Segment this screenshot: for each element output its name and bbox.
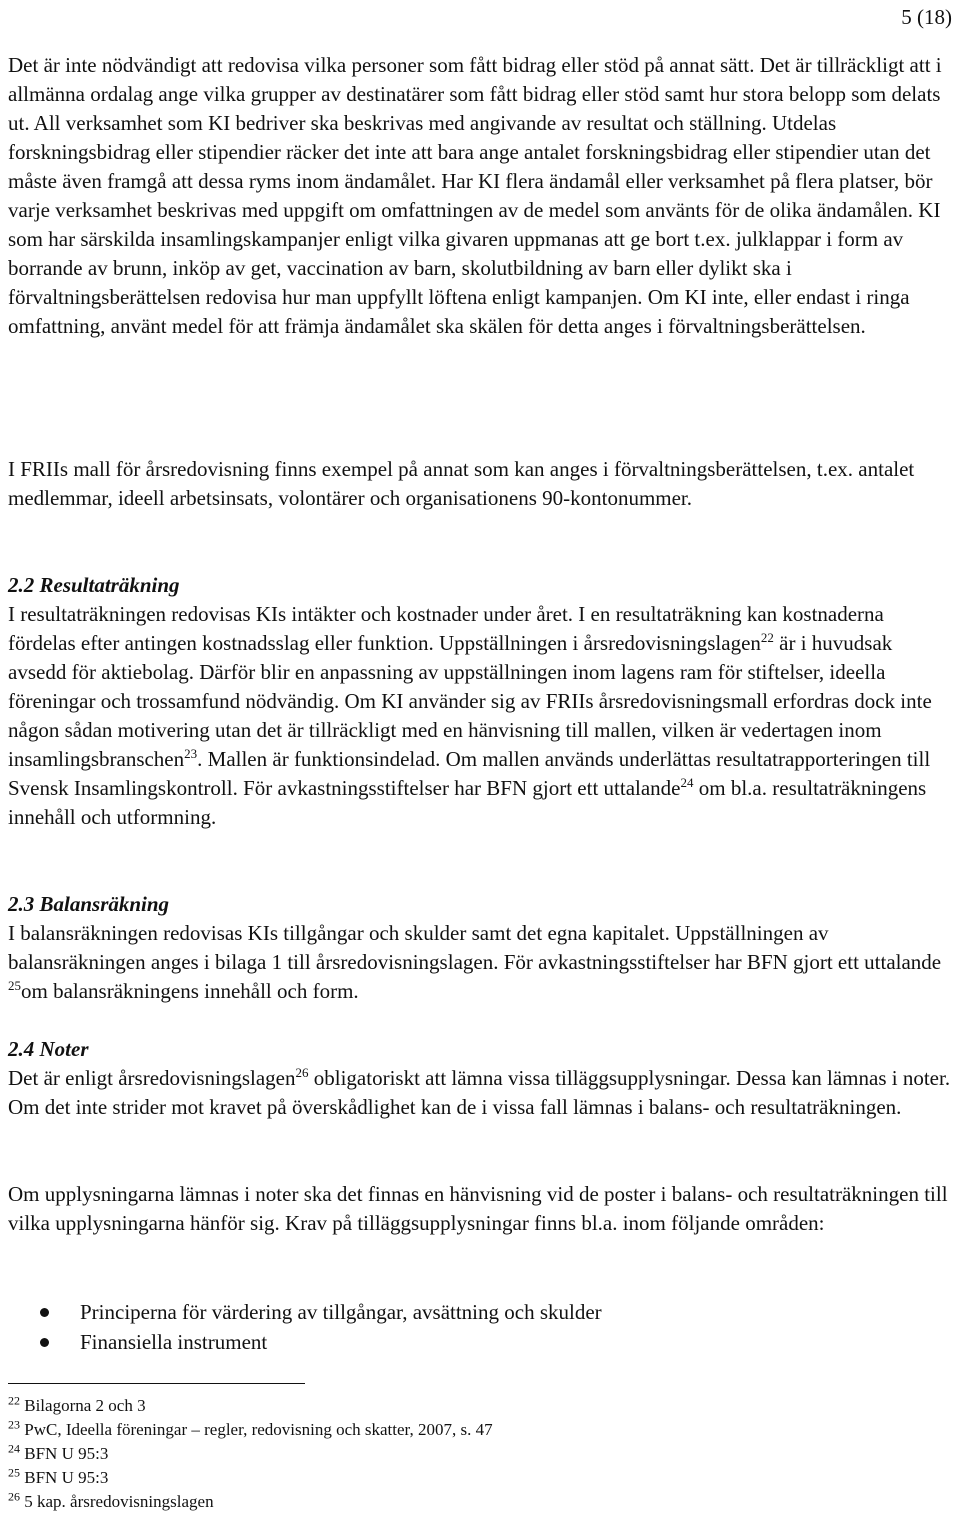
section-heading: 2.3 Balansräkning bbox=[8, 892, 170, 916]
footnote: $^{24}$ BFN U 95:3 bbox=[8, 1441, 109, 1463]
section-heading: 2.2 Resultaträkning bbox=[8, 573, 180, 597]
paragraph-upplysningar: Om upplysningarna lämnas i noter ska det finnas en hänvisning vid de poster i balans- och resultaträkningen till vilka upplysningarna hänför sig. Krav på tilläggsupplysningar finns bl.a. inom följande områden: bbox=[8, 1182, 948, 1235]
footnote: $^{22}$ Bilagorna 2 och 3 bbox=[8, 1393, 146, 1415]
footnote: $^{23}$ PwC, Ideella föreningar – regler, redovisning och skatter, 2007, s. 47 bbox=[8, 1417, 493, 1439]
footnote-ref[interactable]: 26 bbox=[295, 1065, 309, 1080]
section-balansrakning bbox=[8, 890, 952, 1006]
footnote-ref[interactable]: 22 bbox=[760, 630, 774, 645]
bullet-list bbox=[8, 1297, 952, 1357]
footnote-ref[interactable]: 23 bbox=[184, 746, 198, 761]
footnotes bbox=[8, 1394, 952, 1514]
paragraph-frii-mall: I FRIIs mall för årsredovisning finns exempel på annat som kan anges i förvaltningsberättelsen, t.ex. antalet medlemmar, ideell arbetsinsats, volontärer och organisationens 90-kontonummer. bbox=[8, 457, 915, 510]
bullet-icon bbox=[40, 1308, 49, 1317]
section-body: I resultaträkningen redovisas KIs intäkter och kostnader under året. I en resultaträkning kan kostnaderna fördelas efter antingen kostnadsslag eller funktion. Uppställningen i årsredovisningslagen$^{22}$ är i huvudsak avsedd för aktiebolag. Därför blir en anpassning av uppställningen inom lagens ram för stiftelser, ideella föreningar och trossamfund nödvändig. Om KI använder sig av FRIIs årsredovisningsmall erfordras dock inte någon sådan motivering utan det är tillräckligt med en hänvisning till mallen, vilken är vedertagen inom insamlingsbranschen$^{23}$. Mallen är funktionsindelad. Om mallen används underlättas resultatrapporteringen till Svensk Insamlingskontroll. För avkastningsstiftelser har BFN gjort ett uttalande$^{24}$ om bl.a. resultaträkningens innehåll och utformning. bbox=[8, 602, 932, 829]
footnote-divider bbox=[8, 1383, 305, 1384]
footnote: $^{25}$ BFN U 95:3 bbox=[8, 1465, 109, 1487]
paragraph-verksamhet: Det är inte nödvändigt att redovisa vilka personer som fått bidrag eller stöd på annat sätt. Det är tillräckligt att i allmänna ordalag ange vilka grupper av destinatärer som fått bidrag eller stöd samt hur stora belopp som delats ut. All verksamhet som KI bedriver ska beskrivas med angivande av resultat och ställning. Utdelas forskningsbidrag eller stipendier räcker det inte att bara ange antalet forskningsbidrag eller stipendier utan det måste även framgå att dessa ryms inom ändamålet. Har KI flera ändamål eller verksamhet på flera platser, bör varje verksamhet beskrivas med uppgift om omfattningen av de medel som använts för de olika ändamålen. KI som har särskilda insamlingskampanjer enligt vilka givaren uppmanas att ge bort t.ex. julklappar i form av borrande av brunn, inköp av get, vaccination av barn, skolutbildning av barn eller dylikt ska i förvaltningsberättelsen redovisa hur man uppfyllt löftena enligt kampanjen. Om KI inte, eller endast i ringa omfattning, använt medel för att främja ändamålet ska skälen för detta anges i förvaltningsberättelsen. bbox=[8, 53, 942, 338]
page-number: 5 (18) bbox=[901, 5, 952, 29]
list-item: Principerna för värdering av tillgångar, avsättning och skulder bbox=[8, 1297, 952, 1327]
section-resultatrakning bbox=[8, 571, 952, 832]
list-item: Finansiella instrument bbox=[8, 1327, 952, 1357]
footnote-ref[interactable]: 25 bbox=[8, 978, 21, 993]
section-body: I balansräkningen redovisas KIs tillgångar och skulder samt det egna kapitalet. Uppställningen av balansräkningen anges i bilaga 1 till årsredovisningslagen. För avkastningsstiftelser har BFN gjort ett uttalande $^{25}$om balansräkningens innehåll och form. bbox=[8, 921, 942, 1003]
bullet-icon bbox=[40, 1338, 49, 1347]
footnote: $^{26}$ 5 kap. årsredovisningslagen bbox=[8, 1489, 214, 1511]
section-body: Det är enligt årsredovisningslagen$^{26}$ obligatoriskt att lämna vissa tilläggsupplysningar. Dessa kan lämnas i noter. Om det inte strider mot kravet på överskådlighet kan de i vissa fall lämnas i balans- och resultaträkningen. bbox=[8, 1065, 951, 1119]
footnote-ref[interactable]: 24 bbox=[680, 775, 694, 790]
section-heading: 2.4 Noter bbox=[8, 1037, 89, 1061]
section-noter bbox=[8, 1035, 952, 1122]
